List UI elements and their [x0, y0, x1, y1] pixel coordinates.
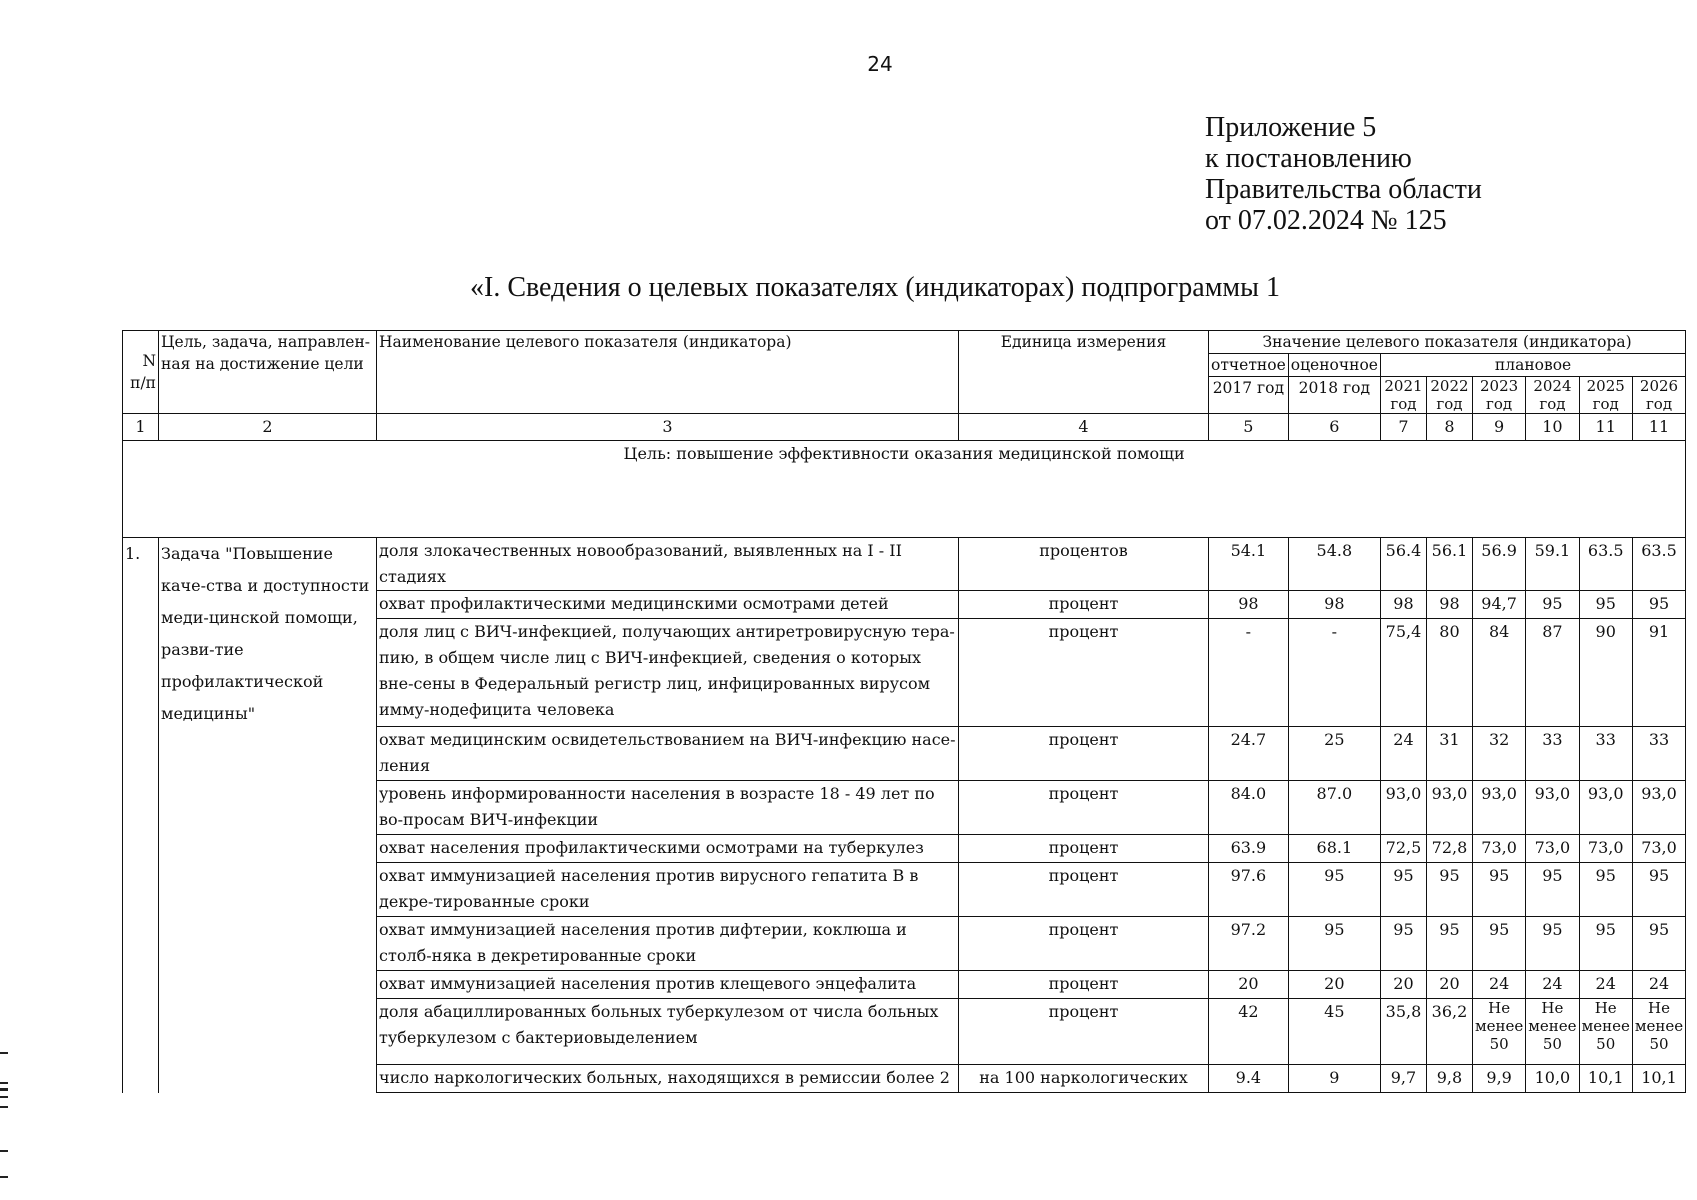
indicator-value: Не менее 50	[1472, 999, 1525, 1065]
indicator-value: 95	[1380, 863, 1426, 917]
indicator-value: 75,4	[1380, 619, 1426, 727]
col-number: 6	[1288, 414, 1380, 441]
indicator-name: число наркологических больных, находящихся в ремиссии более 2	[377, 1065, 959, 1093]
indicator-value: Не менее 50	[1579, 999, 1632, 1065]
indicator-value: 42	[1209, 999, 1289, 1065]
scan-mark	[0, 1082, 8, 1084]
indicator-unit: процент	[959, 835, 1209, 863]
indicator-value: 45	[1288, 999, 1380, 1065]
indicator-value: 94,7	[1472, 591, 1525, 619]
header-indicator-name: Наименование целевого показателя (индикатора)	[377, 331, 959, 414]
indicator-row	[123, 538, 1686, 591]
indicator-value: 31	[1426, 727, 1472, 781]
scan-mark	[0, 1096, 8, 1098]
indicator-value: 95	[1579, 917, 1632, 971]
indicator-value: 63.9	[1209, 835, 1289, 863]
indicator-unit: процентов	[959, 538, 1209, 591]
indicator-value: 56.4	[1380, 538, 1426, 591]
indicator-value: 97.6	[1209, 863, 1289, 917]
header-year-2023: 2023 год	[1472, 377, 1525, 414]
page-number: 24	[867, 52, 893, 76]
indicator-value: 68.1	[1288, 835, 1380, 863]
scan-mark	[0, 1150, 8, 1152]
indicator-value: 93,0	[1579, 781, 1632, 835]
indicator-value: 95	[1526, 863, 1579, 917]
indicator-value: Не менее 50	[1526, 999, 1579, 1065]
indicator-unit: процент	[959, 917, 1209, 971]
goal-row	[123, 441, 1686, 538]
indicator-value: 32	[1472, 727, 1525, 781]
indicator-name: охват населения профилактическими осмотрами на туберкулез	[377, 835, 959, 863]
indicator-value: Не менее 50	[1632, 999, 1685, 1065]
col-number: 2	[159, 414, 377, 441]
col-number: 11	[1579, 414, 1632, 441]
indicator-name: охват иммунизацией населения против клещевого энцефалита	[377, 971, 959, 999]
indicator-value: 93,0	[1380, 781, 1426, 835]
indicator-value: 10,0	[1526, 1065, 1579, 1093]
indicator-value: 93,0	[1426, 781, 1472, 835]
indicator-value: 59.1	[1526, 538, 1579, 591]
col-number: 8	[1426, 414, 1472, 441]
task-text: Задача "Повышение каче-ства и доступности меди-цинской помощи, разви-тие профилактической медицины"	[159, 538, 377, 1093]
col-number: 3	[377, 414, 959, 441]
appendix-line: Приложение 5	[1205, 112, 1377, 143]
indicator-value: 90	[1579, 619, 1632, 727]
header-year-2025: 2025 год	[1579, 377, 1632, 414]
indicators-table	[122, 330, 1686, 1093]
indicator-value: 25	[1288, 727, 1380, 781]
header-unit: Единица измерения	[959, 331, 1209, 414]
indicator-value: 95	[1579, 591, 1632, 619]
indicator-value: 95	[1472, 863, 1525, 917]
indicator-unit: процент	[959, 971, 1209, 999]
indicator-value: 20	[1209, 971, 1289, 999]
header-year-2017: 2017 год	[1209, 377, 1289, 414]
indicator-value: 73,0	[1526, 835, 1579, 863]
header-year-2018: 2018 год	[1288, 377, 1380, 414]
header-value-group: Значение целевого показателя (индикатора)	[1209, 331, 1686, 354]
indicator-value: 93,0	[1472, 781, 1525, 835]
indicator-value: 98	[1209, 591, 1289, 619]
indicator-value: 56.9	[1472, 538, 1525, 591]
indicator-value: 24	[1632, 971, 1685, 999]
indicator-value: 24	[1472, 971, 1525, 999]
indicator-value: 80	[1426, 619, 1472, 727]
indicator-value: -	[1288, 619, 1380, 727]
indicator-value: 95	[1526, 917, 1579, 971]
indicator-value: 9	[1288, 1065, 1380, 1093]
col-number: 7	[1380, 414, 1426, 441]
indicator-value: 33	[1632, 727, 1685, 781]
header-num-text: N п/п	[130, 352, 156, 392]
indicator-value: -	[1209, 619, 1289, 727]
indicator-value: 9.4	[1209, 1065, 1289, 1093]
indicator-value: 87.0	[1288, 781, 1380, 835]
indicator-unit: процент	[959, 619, 1209, 727]
indicator-value: 95	[1632, 917, 1685, 971]
task-number: 1.	[123, 538, 159, 1093]
indicator-name: охват профилактическими медицинскими осмотрами детей	[377, 591, 959, 619]
indicator-name: уровень информированности населения в возрасте 18 - 49 лет по во-просам ВИЧ-инфекции	[377, 781, 959, 835]
col-number: 5	[1209, 414, 1289, 441]
header-num	[123, 331, 159, 414]
appendix-line: Правительства области	[1205, 174, 1482, 205]
indicator-value: 73,0	[1579, 835, 1632, 863]
indicator-value: 95	[1526, 591, 1579, 619]
appendix-block	[1205, 112, 1482, 236]
indicator-unit: процент	[959, 781, 1209, 835]
indicator-unit: процент	[959, 591, 1209, 619]
indicator-value: 33	[1579, 727, 1632, 781]
indicator-value: 10,1	[1632, 1065, 1685, 1093]
column-number-row	[123, 414, 1686, 441]
indicator-value: 24	[1380, 727, 1426, 781]
indicator-value: 95	[1288, 863, 1380, 917]
header-goal: Цель, задача, направлен-ная на достижение цели	[159, 331, 377, 414]
appendix-line: от 07.02.2024 № 125	[1205, 205, 1447, 236]
col-number: 11	[1632, 414, 1685, 441]
indicator-value: 33	[1526, 727, 1579, 781]
indicator-name: охват иммунизацией населения против вирусного гепатита В в декре-тированные сроки	[377, 863, 959, 917]
indicator-value: 95	[1472, 917, 1525, 971]
indicator-value: 87	[1526, 619, 1579, 727]
indicator-value: 97.2	[1209, 917, 1289, 971]
indicator-unit: процент	[959, 999, 1209, 1065]
indicator-name: доля лиц с ВИЧ-инфекцией, получающих антиретровирусную тера-пию, в общем числе лиц с ВИЧ-инфекцией, сведения о которых вне-сены в Федеральный регистр лиц, инфицированных вирусом имму-нодефицита человека	[377, 619, 959, 727]
col-number: 9	[1472, 414, 1525, 441]
indicator-value: 63.5	[1579, 538, 1632, 591]
scan-mark	[0, 1088, 8, 1091]
indicator-value: 93,0	[1526, 781, 1579, 835]
indicator-value: 20	[1288, 971, 1380, 999]
indicator-value: 54.8	[1288, 538, 1380, 591]
header-year-2024: 2024 год	[1526, 377, 1579, 414]
header-reported: отчетное	[1209, 354, 1289, 377]
indicator-value: 56.1	[1426, 538, 1472, 591]
indicator-value: 35,8	[1380, 999, 1426, 1065]
col-number: 10	[1526, 414, 1579, 441]
indicator-value: 98	[1380, 591, 1426, 619]
header-year-2026: 2026 год	[1632, 377, 1685, 414]
indicator-value: 72,5	[1380, 835, 1426, 863]
indicator-value: 72,8	[1426, 835, 1472, 863]
indicator-value: 84	[1472, 619, 1525, 727]
indicator-unit: процент	[959, 727, 1209, 781]
scan-mark	[0, 1052, 8, 1054]
indicator-value: 95	[1632, 863, 1685, 917]
indicator-value: 9,7	[1380, 1065, 1426, 1093]
indicator-value: 24	[1579, 971, 1632, 999]
indicator-value: 98	[1426, 591, 1472, 619]
indicator-value: 9,8	[1426, 1065, 1472, 1093]
indicator-unit: процент	[959, 863, 1209, 917]
header-estimated: оценочное	[1288, 354, 1380, 377]
indicator-value: 95	[1426, 863, 1472, 917]
appendix-line: к постановлению	[1205, 143, 1412, 174]
indicator-value: 9,9	[1472, 1065, 1525, 1093]
indicator-name: охват медицинским освидетельствованием на ВИЧ-инфекцию насе-ления	[377, 727, 959, 781]
indicator-value: 20	[1426, 971, 1472, 999]
indicator-value: 20	[1380, 971, 1426, 999]
indicator-value: 36,2	[1426, 999, 1472, 1065]
indicator-value: 93,0	[1632, 781, 1685, 835]
document-title: «I. Сведения о целевых показателях (индикаторах) подпрограммы 1	[470, 272, 1280, 303]
indicator-value: 10,1	[1579, 1065, 1632, 1093]
header-planned: плановое	[1380, 354, 1685, 377]
indicator-value: 95	[1579, 863, 1632, 917]
indicator-name: доля абациллированных больных туберкулезом от числа больных туберкулезом с бактериовыделением	[377, 999, 959, 1065]
col-number: 1	[123, 414, 159, 441]
indicator-value: 54.1	[1209, 538, 1289, 591]
indicator-value: 84.0	[1209, 781, 1289, 835]
indicator-value: 95	[1380, 917, 1426, 971]
scan-mark	[0, 1106, 8, 1108]
indicator-value: 24	[1526, 971, 1579, 999]
header-year-2022: 2022 год	[1426, 377, 1472, 414]
goal-text: Цель: повышение эффективности оказания медицинской помощи	[123, 441, 1686, 538]
indicator-value: 95	[1426, 917, 1472, 971]
col-number: 4	[959, 414, 1209, 441]
indicator-value: 73,0	[1632, 835, 1685, 863]
indicator-value: 73,0	[1472, 835, 1525, 863]
indicator-value: 95	[1632, 591, 1685, 619]
indicator-name: доля злокачественных новообразований, выявленных на I - II стадиях	[377, 538, 959, 591]
indicator-value: 95	[1288, 917, 1380, 971]
indicator-value: 24.7	[1209, 727, 1289, 781]
scan-mark	[0, 1176, 8, 1178]
indicator-value: 91	[1632, 619, 1685, 727]
header-year-2021: 2021 год	[1380, 377, 1426, 414]
indicator-unit: на 100 наркологических	[959, 1065, 1209, 1093]
indicator-value: 63.5	[1632, 538, 1685, 591]
indicator-name: охват иммунизацией населения против дифтерии, коклюша и столб-няка в декретированные сроки	[377, 917, 959, 971]
indicator-value: 98	[1288, 591, 1380, 619]
